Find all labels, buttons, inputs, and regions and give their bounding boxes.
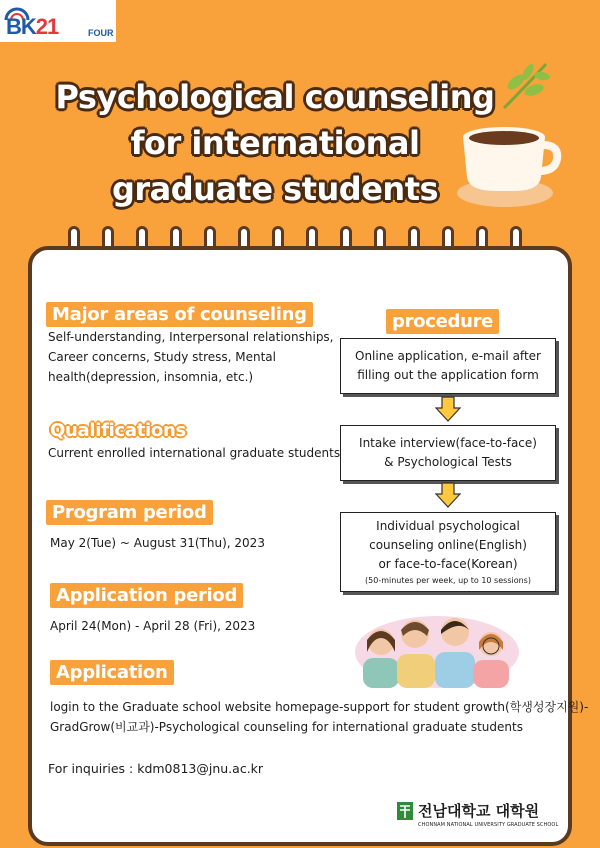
title-line-3: graduate students [111, 170, 439, 208]
qualifications-heading: Qualifications [50, 420, 186, 441]
procedure-step-2: Intake interview(face-to-face) & Psychological Tests [340, 425, 556, 481]
bk21-four-logo: BK21 FOUR [0, 0, 116, 42]
major-areas-heading: Major areas of counseling [46, 302, 313, 327]
major-areas-line-1: Self-understanding, Interpersonal relationships, [48, 330, 334, 344]
arrow-down-icon [435, 396, 461, 422]
program-period-heading: Program period [46, 500, 213, 525]
application-period-heading: Application period [50, 583, 243, 608]
title-line-1: Psychological counseling [55, 78, 495, 116]
arrow-down-icon [435, 482, 461, 508]
major-areas-line-3: health(depression, insomnia, etc.) [48, 370, 254, 384]
major-areas-line-2: Career concerns, Study stress, Mental [48, 350, 276, 364]
procedure-heading: procedure [386, 309, 499, 334]
procedure-step-1: Online application, e-mail after filling out the application form [340, 338, 556, 394]
application-period-text: April 24(Mon) - April 28 (Fri), 2023 [50, 619, 256, 633]
application-heading: Application [50, 660, 174, 685]
application-line-2: GradGrow(비교과)-Psychological counseling for international graduate students [50, 720, 523, 734]
coffee-cup-icon [455, 115, 565, 210]
title-line-2: for international [130, 124, 420, 162]
inquiries-text: For inquiries : kdm0813@jnu.ac.kr [48, 761, 264, 776]
procedure-step-3: Individual psychological counseling online(English) or face-to-face(Korean) (50-minutes per week, up to 10 sessions) [340, 512, 556, 592]
program-period-text: May 2(Tue) ~ August 31(Thu), 2023 [50, 536, 265, 550]
page-title [40, 74, 510, 212]
university-footer [396, 800, 559, 828]
qualifications-text: Current enrolled international graduate students [48, 446, 341, 460]
application-line-1: login to the Graduate school website homepage-support for student growth(학생성장지원)- [50, 700, 589, 714]
university-emblem-icon [396, 800, 414, 824]
students-illustration [355, 600, 520, 690]
university-subtitle: CHONNAM NATIONAL UNIVERSITY GRADUATE SCHOOL [418, 822, 559, 828]
leaf-icon [494, 58, 554, 118]
university-name: 전남대학교 대학원 [418, 802, 540, 820]
